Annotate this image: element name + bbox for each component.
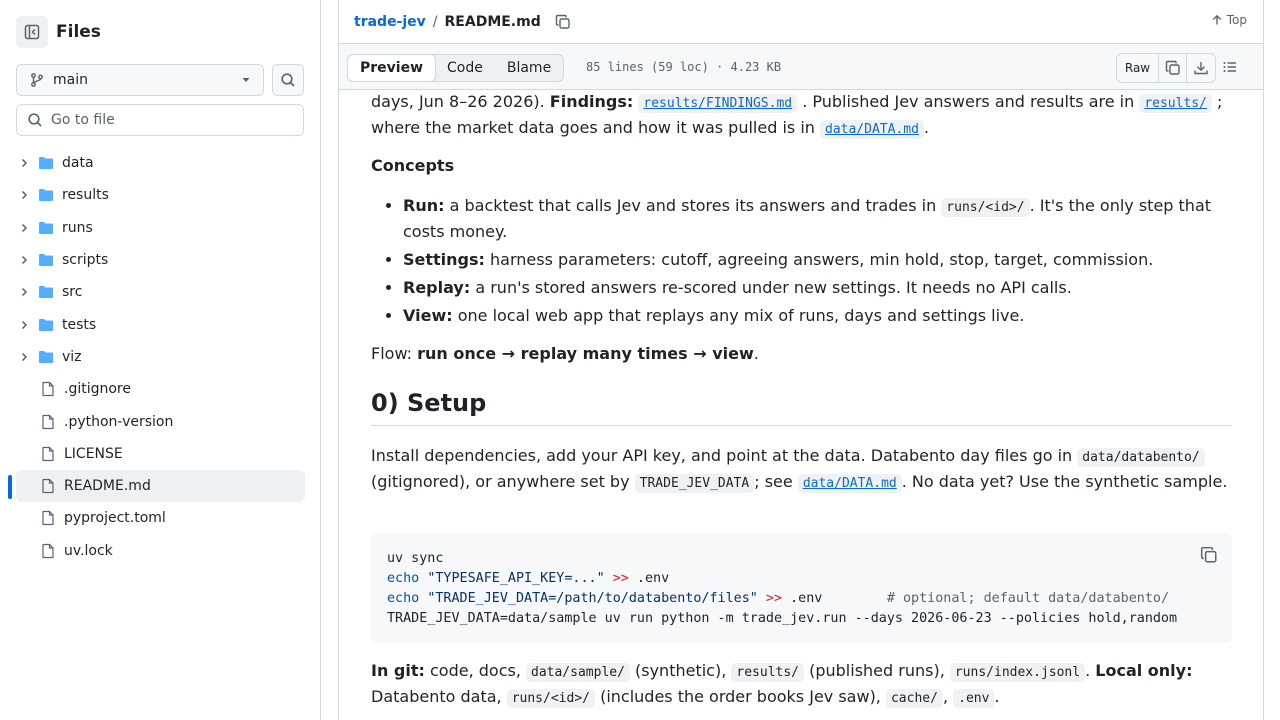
tree-folder[interactable] xyxy=(16,179,305,211)
results-link[interactable] xyxy=(1139,92,1212,111)
tree-item-label: pyproject.toml xyxy=(64,510,166,527)
text: code, docs, xyxy=(424,661,526,680)
tree-folder[interactable] xyxy=(16,147,305,179)
tab-code[interactable]: Code xyxy=(447,60,483,76)
intro-paragraph xyxy=(371,90,1222,142)
arrow-up-icon xyxy=(1211,14,1223,26)
tree-file[interactable] xyxy=(16,535,305,567)
tree-item-label: uv.lock xyxy=(64,542,113,559)
file-icon xyxy=(40,478,56,494)
chevron-right-icon xyxy=(18,189,30,201)
concept-term: Replay: xyxy=(403,278,471,297)
search-icon xyxy=(280,72,296,88)
tab-preview[interactable]: Preview xyxy=(347,54,436,82)
concept-item xyxy=(403,194,1232,244)
data-doc-link-text: data/DATA.md xyxy=(798,474,902,493)
file-icon xyxy=(40,510,56,526)
text: a backtest that calls Jev and stores its answers and trades in xyxy=(444,196,942,215)
data-doc-link[interactable] xyxy=(820,118,924,137)
file-sidebar xyxy=(0,0,321,720)
text: (gitignored), or anywhere set by xyxy=(371,472,635,491)
top-link[interactable] xyxy=(1211,13,1247,27)
file-icon xyxy=(40,381,56,397)
download-button[interactable] xyxy=(1187,54,1215,82)
tree-folder[interactable] xyxy=(16,276,305,308)
text: one local web app that replays any mix of runs, days and settings live. xyxy=(452,306,1025,325)
text: . xyxy=(1085,661,1096,680)
folder-icon xyxy=(38,155,54,171)
tree-item-label: data xyxy=(62,155,94,172)
copy-code-button[interactable] xyxy=(1200,546,1218,571)
breadcrumb-separator: / xyxy=(432,13,438,30)
expand-chevron[interactable] xyxy=(16,189,32,201)
file-icon xyxy=(40,414,56,430)
inline-code: results/ xyxy=(731,663,804,682)
findings-link[interactable] xyxy=(638,92,797,111)
tree-folder[interactable] xyxy=(16,244,305,276)
inline-code: runs/index.jsonl xyxy=(950,663,1085,682)
folder-icon xyxy=(38,317,54,333)
folder-icon xyxy=(38,187,54,203)
data-doc-link[interactable] xyxy=(798,472,902,491)
collapse-sidebar-button[interactable] xyxy=(16,16,48,48)
code-token: >> xyxy=(765,591,783,606)
sidebar-search-button[interactable] xyxy=(272,64,304,96)
expand-chevron[interactable] xyxy=(16,157,32,169)
text: where the market data goes and how it was pulled is in xyxy=(371,118,820,137)
tree-item-label: viz xyxy=(62,348,82,365)
tree-item-label: LICENSE xyxy=(64,445,123,462)
setup-paragraph xyxy=(371,444,1232,496)
concepts-list xyxy=(371,194,1232,332)
concept-term: View: xyxy=(403,306,453,325)
tree-folder[interactable] xyxy=(16,341,305,373)
go-to-file-input[interactable] xyxy=(51,112,291,128)
text: ; xyxy=(1211,92,1223,111)
code-token: "TYPESAFE_API_KEY=..." xyxy=(427,571,605,586)
code-token: >> xyxy=(612,571,629,586)
copy-path-button[interactable] xyxy=(555,14,571,30)
copy-raw-button[interactable] xyxy=(1159,54,1187,82)
expand-chevron[interactable] xyxy=(16,351,32,363)
file-tree xyxy=(16,147,305,567)
tree-item-label: tests xyxy=(62,316,97,333)
in-git-label: In git: xyxy=(371,661,425,680)
text: Install dependencies, add your API key, and point at the data. Databento day files go in xyxy=(371,446,1078,465)
tree-item-label: README.md xyxy=(64,478,151,495)
chevron-right-icon xyxy=(18,222,30,234)
expand-chevron[interactable] xyxy=(16,286,32,298)
tree-file[interactable] xyxy=(16,405,305,437)
git-paragraph xyxy=(371,659,1232,711)
text: . No data yet? Use the synthetic sample. xyxy=(901,472,1228,491)
sidebar-collapse-icon xyxy=(24,24,40,40)
tree-folder[interactable] xyxy=(16,212,305,244)
breadcrumb xyxy=(339,0,1263,44)
file-icon xyxy=(40,478,56,494)
text: (published runs), xyxy=(804,661,950,680)
branch-name: main xyxy=(53,72,88,88)
text: , xyxy=(942,687,954,706)
text: ; see xyxy=(754,472,798,491)
text: . It's the only step that costs money. xyxy=(403,196,1212,241)
copy-icon xyxy=(555,14,571,30)
file-viewer xyxy=(338,0,1264,720)
branch-selector[interactable] xyxy=(16,64,264,96)
file-icon xyxy=(40,446,56,462)
code-line: TRADE_JEV_DATA=data/sample uv run python -m trade_jev.run --days 2026-06-23 --policies hold,random xyxy=(387,611,1178,626)
folder-icon xyxy=(38,155,54,171)
code-token: .env xyxy=(782,591,823,606)
code-comment: # optional; default data/databento/ xyxy=(886,591,1170,606)
folder-icon xyxy=(38,349,54,365)
inline-code: data/databento/ xyxy=(1077,448,1204,467)
code-token: echo xyxy=(387,571,420,586)
list-unordered-icon xyxy=(1222,59,1238,75)
tree-item-label: .python-version xyxy=(64,413,174,430)
file-icon xyxy=(40,510,56,526)
download-icon xyxy=(1193,60,1209,76)
raw-button[interactable]: Raw xyxy=(1117,54,1159,82)
tree-item-label: scripts xyxy=(62,252,109,269)
findings-link-text: results/FINDINGS.md xyxy=(638,94,797,113)
search-icon xyxy=(27,112,43,128)
folder-icon xyxy=(38,220,54,236)
folder-icon xyxy=(38,252,54,268)
results-link-text: results/ xyxy=(1139,94,1212,113)
chevron-right-icon xyxy=(18,351,30,363)
expand-chevron[interactable] xyxy=(16,319,32,331)
code-token: "TRADE_JEV_DATA=/path/to/databento/files" xyxy=(427,591,758,606)
flow-steps: run once → replay many times → view xyxy=(417,344,754,363)
expand-chevron[interactable] xyxy=(16,222,32,234)
concept-item xyxy=(403,248,1232,272)
flow-line xyxy=(371,342,759,366)
chevron-right-icon xyxy=(18,286,30,298)
tree-file[interactable] xyxy=(16,470,305,502)
text: . xyxy=(994,687,1000,706)
text: harness parameters: cutoff, agreeing answers, min hold, stop, target, commission. xyxy=(484,250,1154,269)
text: a run's stored answers re-scored under new settings. It needs no API calls. xyxy=(470,278,1072,297)
folder-icon xyxy=(38,220,54,236)
chevron-right-icon xyxy=(18,157,30,169)
folder-icon xyxy=(38,252,54,268)
tree-file[interactable] xyxy=(16,502,305,534)
file-icon xyxy=(40,543,56,559)
git-branch-icon xyxy=(29,72,45,88)
text: Databento data, xyxy=(371,687,507,706)
folder-icon xyxy=(38,284,54,300)
concepts-heading-text: Concepts xyxy=(371,156,455,175)
active-file-indicator xyxy=(8,475,12,499)
tree-folder[interactable] xyxy=(16,308,305,340)
local-only-label: Local only: xyxy=(1095,661,1193,680)
breadcrumb-repo-link[interactable]: trade-jev xyxy=(354,13,426,30)
inline-code: data/sample/ xyxy=(526,663,630,682)
top-label: Top xyxy=(1226,13,1247,27)
folder-icon xyxy=(38,284,54,300)
file-icon xyxy=(40,543,56,559)
view-mode-switch xyxy=(347,54,564,82)
text: days, Jun 8–26 2026). xyxy=(371,92,550,111)
copy-icon xyxy=(1165,60,1181,76)
chevron-right-icon xyxy=(18,254,30,266)
chevron-right-icon xyxy=(18,319,30,331)
tree-file[interactable] xyxy=(16,373,305,405)
code-token: echo xyxy=(387,591,420,606)
breadcrumb-file-name: README.md xyxy=(444,13,541,30)
sidebar-title: Files xyxy=(56,22,101,42)
concept-item xyxy=(403,276,1232,300)
code-token: .env xyxy=(628,571,670,586)
tree-item-label: .gitignore xyxy=(64,381,131,398)
setup-heading: 0) Setup xyxy=(371,388,1232,426)
expand-chevron[interactable] xyxy=(16,254,32,266)
copy-icon xyxy=(1200,546,1218,564)
file-actions xyxy=(1116,53,1216,83)
outline-button[interactable] xyxy=(1222,59,1238,75)
sidebar-header xyxy=(16,16,101,48)
concept-term: Settings: xyxy=(403,250,485,269)
inline-code: .env xyxy=(953,689,994,708)
concepts-heading xyxy=(371,154,454,178)
file-toolbar xyxy=(339,44,1263,90)
caret-down-icon xyxy=(241,75,251,85)
tree-item-label: src xyxy=(62,284,83,301)
flow-label: Flow: xyxy=(371,344,418,363)
code-block xyxy=(371,533,1232,643)
text: . xyxy=(923,118,930,137)
file-icon xyxy=(40,446,56,462)
file-icon xyxy=(40,414,56,430)
file-stats: 85 lines (59 loc) · 4.23 KB xyxy=(586,60,782,74)
folder-icon xyxy=(38,187,54,203)
tree-item-label: results xyxy=(62,187,109,204)
text: (includes the order books Jev saw), xyxy=(594,687,886,706)
concept-term: Run: xyxy=(403,196,445,215)
go-to-file-field[interactable] xyxy=(16,104,304,136)
inline-code: runs/<id>/ xyxy=(941,198,1029,217)
inline-code: runs/<id>/ xyxy=(507,689,595,708)
data-doc-link-text: data/DATA.md xyxy=(820,120,924,139)
folder-icon xyxy=(38,317,54,333)
concept-item xyxy=(403,304,1232,328)
folder-icon xyxy=(38,349,54,365)
text: . Published Jev answers and results are in xyxy=(797,92,1140,111)
code-line: uv sync xyxy=(387,551,444,566)
tree-file[interactable] xyxy=(16,438,305,470)
file-icon xyxy=(40,381,56,397)
tree-item-label: runs xyxy=(62,219,93,236)
tab-blame[interactable]: Blame xyxy=(506,60,552,76)
text: . xyxy=(753,344,759,363)
inline-code: cache/ xyxy=(886,689,943,708)
inline-code: TRADE_JEV_DATA xyxy=(635,474,755,493)
text: (synthetic), xyxy=(629,661,732,680)
findings-label: Findings: xyxy=(549,92,634,111)
